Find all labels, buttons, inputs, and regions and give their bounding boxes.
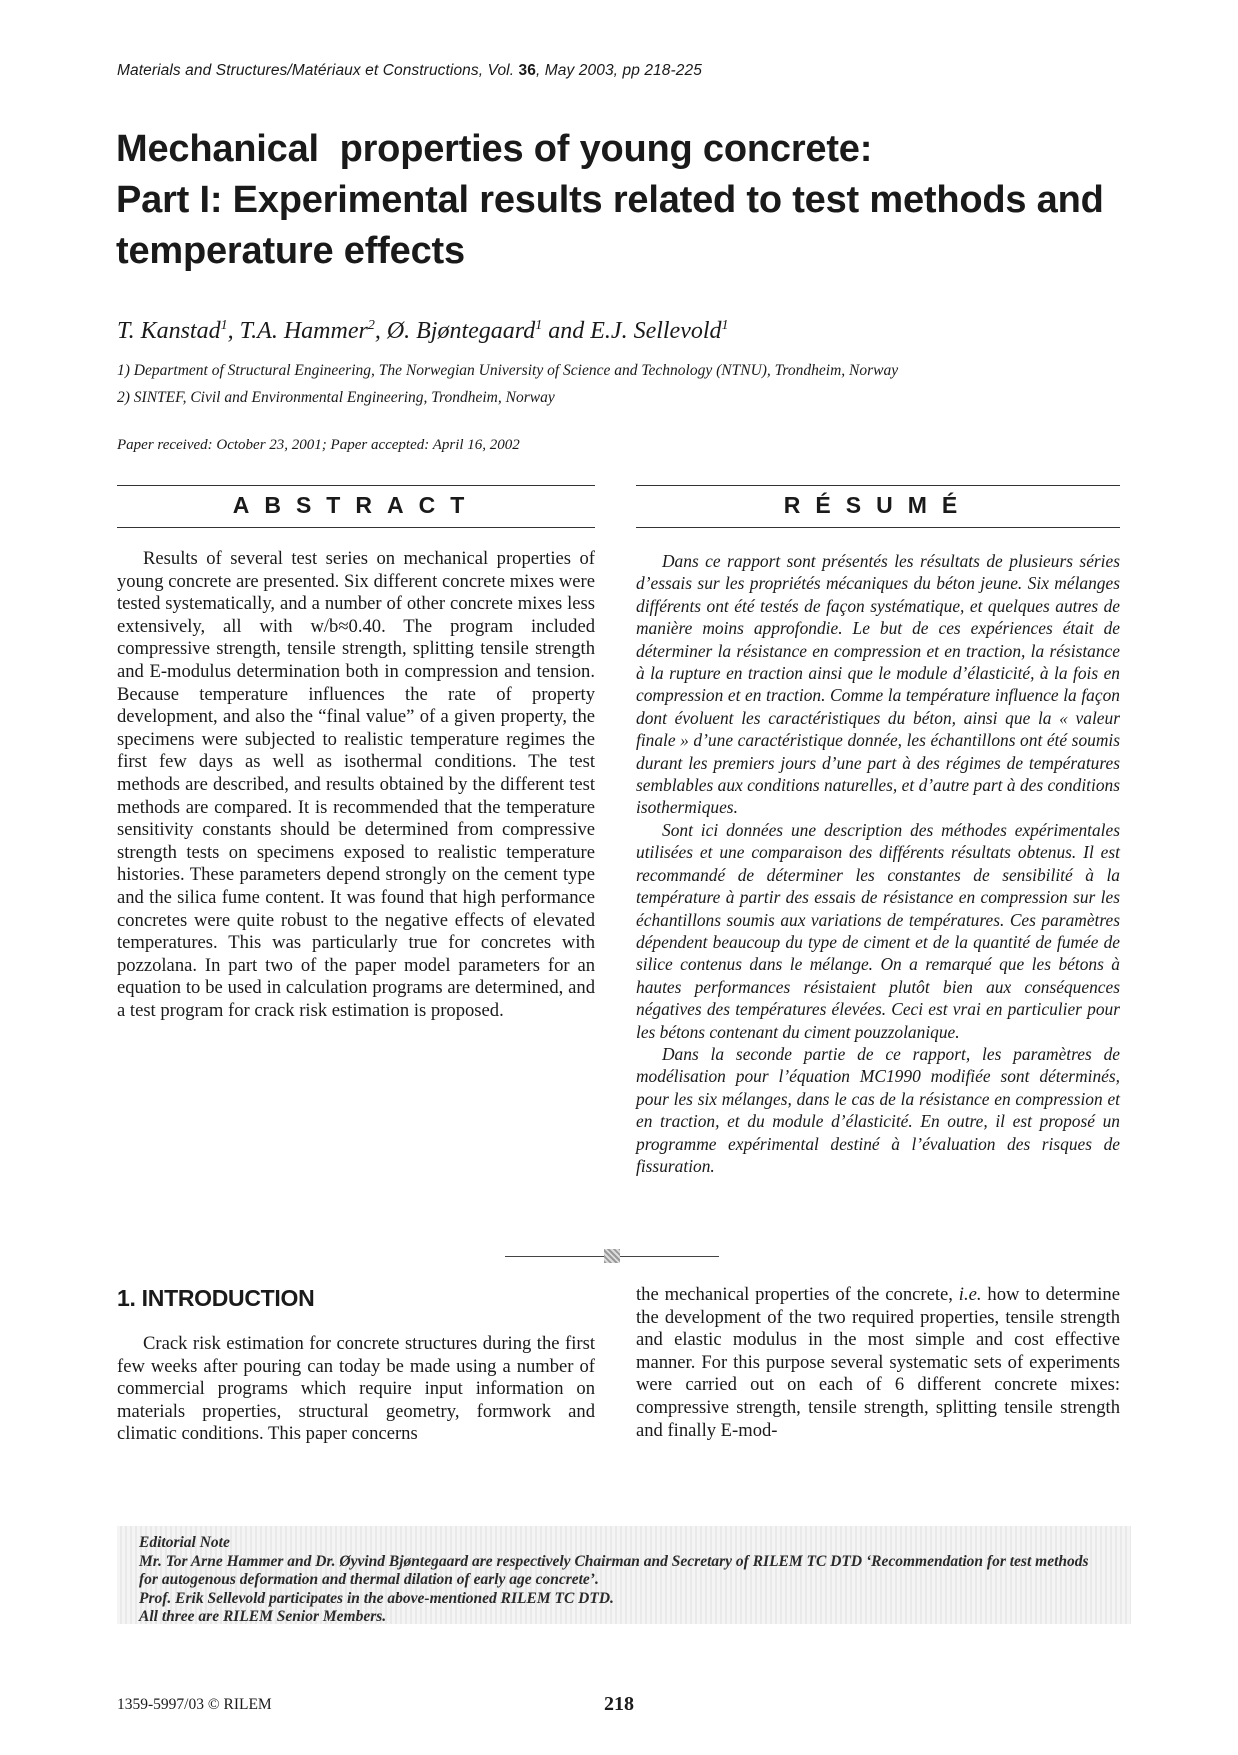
title-line-3: temperature effects [116, 230, 465, 272]
introduction-paragraph-continued [636, 1284, 1120, 1442]
author-3-affil: 1 [535, 318, 543, 333]
author-2: T.A. Hammer [239, 318, 368, 344]
author-2-affil: 2 [367, 318, 375, 333]
editorial-note-heading: Editorial Note [139, 1534, 230, 1551]
issue-pages: , May 2003, pp 218-225 [535, 62, 702, 79]
resume-heading: RÉSUMÉ [783, 492, 973, 518]
intro-text: how to determine the development of the two required properties, tensile strength and elastic modulus in the most simple and cost effective manner. For this purpose several systematic sets of experiments were carried out on each of 6 different concrete mixes: compressive strength, tensile strength, splitting tensile strength and finally E-mod- [636, 1284, 1120, 1441]
author-list [117, 318, 729, 345]
resume-paragraph-2: Sont ici données une description des méthodes expérimentales utilisées et une comparaison des différents résultats obtenus. Il est recommandé de déterminer les constantes de sensibilité à la température à partir des essais de résistance en compression sur les échantillons soumis aux variations de températures. Ces paramètres dépendent beaucoup du type de ciment et de la quantité de fumée de silice contenus dans le mélange. On a remarqué que les bétons à hautes performances résistaient plutôt bien aux conséquences négatives des températures élevées. Ceci est vrai en particulier pour les bétons contenant du ciment pouzzolanique. [636, 819, 1120, 1042]
abstract-paragraph: Results of several test series on mechanical properties of young concrete are presented. Six different concrete mixes were tested systematically, and a number of other concrete mixes less extensively, all with w/b≈0.40. The program included compressive strength, tensile strength, splitting tensile strength and E-modulus determination both in compression and tension. Because temperature influences the rate of property development, and also the “final value” of a given property, the specimens were subjected to realistic temperature regimes the first few days as well as isothermal conditions. The test methods are described, and results obtained by the different test methods are compared. It is recommended that the temperature sensitivity constants should be determined from compressive strength tests on specimens exposed to realistic temperature histories. These parameters depend strongly on the cement type and the silica fume content. It was found that high performance concretes were quite robust to the negative effects of elevated temperatures. This was particularly true for concretes with pozzolana. In part two of the paper model parameters for an equation to be used in calculation programs are determined, and a test program for crack risk estimation is proposed. [117, 548, 595, 1021]
paper-title [116, 124, 1136, 277]
volume-prefix: , Vol. [478, 62, 519, 79]
affiliation-2: 2) SINTEF, Civil and Environmental Engineering, Trondheim, Norway [117, 389, 555, 406]
resume-paragraph-1: Dans ce rapport sont présentés les résultats de plusieurs séries d’essais sur les propriétés mécaniques du béton jeune. Six mélanges différents ont été testés de façon systématique, et quelques autres de manière moins approfondie. Le but de ces expériences était de déterminer la résistance en compression et en traction, la résistance à la rupture en traction ainsi que le module d’élasticité, à la fois en compression et en traction. Comme la température influence la façon dont évoluent les caractéristiques du béton, ainsi que la « valeur finale » d’une caractéristique donnée, les échantillons ont été soumis durant les premiers jours d’une part à des régimes de températures semblables aux conditions naturelles, et d’autre part à des conditions isothermiques. [636, 551, 1120, 818]
volume-number: 36 [518, 62, 536, 79]
resume-body [636, 550, 1120, 1177]
journal-name: Materials and Structures/Matériaux et Constructions [117, 62, 479, 79]
resume-rule-bottom [636, 527, 1120, 528]
editorial-note-line: for autogenous deformation and thermal dilation of early age concrete’. [139, 1571, 599, 1588]
intro-ie: i.e. [958, 1284, 982, 1305]
editorial-note-line: All three are RILEM Senior Members. [139, 1608, 387, 1625]
author-separator: and [542, 318, 591, 344]
introduction-heading: 1. INTRODUCTION [117, 1285, 315, 1311]
abstract-heading: ABSTRACT [232, 492, 480, 518]
journal-citation [117, 62, 702, 80]
resume-paragraph-3: Dans la seconde partie de ce rapport, les paramètres de modélisation pour l’équation MC1990 modifiée sont déterminés, pour les six mélanges, dans le cas de la résistance en compression et en traction, et du module d’élasticité. En outre, il est proposé un programme expérimental destiné à l’évaluation des risques de fissuration. [636, 1043, 1120, 1176]
author-1: T. Kanstad [117, 318, 221, 344]
affiliation-1: 1) Department of Structural Engineering, The Norwegian University of Science and Technology (NTNU), Trondheim, Norway [117, 362, 899, 379]
separator-ornament-icon [604, 1249, 620, 1263]
issn-copyright: 1359-5997/03 © RILEM [117, 1696, 272, 1713]
abstract-rule-bottom [117, 527, 595, 528]
page-number: 218 [604, 1693, 634, 1715]
author-1-affil: 1 [220, 318, 228, 333]
resume-rule-top [636, 485, 1120, 486]
section-separator [505, 1249, 719, 1263]
title-line-1: Mechanical properties of young concrete: [116, 128, 873, 170]
intro-text: the mechanical properties of the concrete, [636, 1284, 959, 1305]
editorial-note-box [117, 1526, 1131, 1624]
received-dates: Paper received: October 23, 2001; Paper accepted: April 16, 2002 [117, 437, 520, 453]
author-3: Ø. Bjøntegaard [386, 318, 536, 344]
author-separator: , [374, 318, 387, 344]
author-4-affil: 1 [721, 318, 729, 333]
abstract-body [117, 548, 595, 1022]
author-separator: , [227, 318, 240, 344]
introduction-right-column [636, 1284, 1120, 1442]
introduction-left-column [117, 1333, 595, 1446]
author-4: E.J. Sellevold [590, 318, 722, 344]
title-line-2: Part I: Experimental results related to test methods and [116, 179, 1104, 221]
introduction-paragraph-1: Crack risk estimation for concrete structures during the first few weeks after pouring can today be made using a number of commercial programs which require input information on materials properties, structural geometry, formwork and climatic conditions. This paper concerns [117, 1333, 595, 1445]
editorial-note-text [139, 1534, 1089, 1627]
editorial-note-line: Mr. Tor Arne Hammer and Dr. Øyvind Bjøntegaard are respectively Chairman and Secretary of RILEM TC DTD ‘Recommendation for test methods [139, 1552, 1089, 1570]
abstract-rule-top [117, 485, 595, 486]
editorial-note-line: Prof. Erik Sellevold participates in the above-mentioned RILEM TC DTD. [139, 1589, 614, 1607]
